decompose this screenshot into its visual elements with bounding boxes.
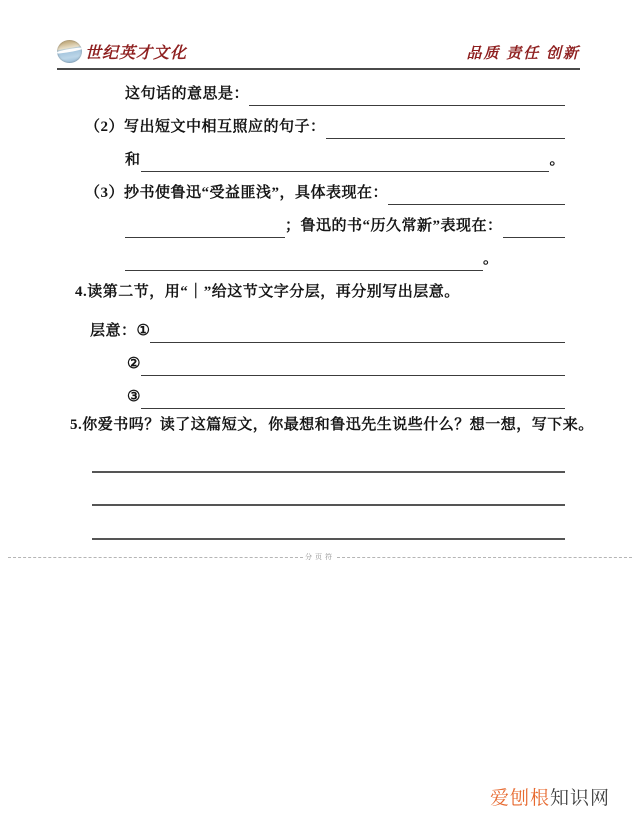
q5-answer-row-2 xyxy=(70,473,565,506)
q5-answer-row-1 xyxy=(70,437,565,473)
q3-sub3-final-row xyxy=(70,238,565,271)
q5-answer-row-3 xyxy=(70,506,565,540)
q3-sub3-continued-row xyxy=(70,205,565,238)
circled-2-marker: ② xyxy=(127,355,141,372)
answer-blank xyxy=(92,538,565,540)
q3-sub3-label: （3）抄书使鲁迅“受益匪浅”，具体表现在： xyxy=(85,184,389,201)
site-watermark-primary: 爱刨根 xyxy=(489,788,550,809)
site-watermark-secondary: 知识网 xyxy=(549,788,610,809)
answer-blank xyxy=(249,105,565,106)
answer-blank xyxy=(125,270,483,271)
q3-sentence-meaning-label: 这句话的意思是： xyxy=(125,85,250,102)
q5-prompt-row xyxy=(70,409,594,437)
q4-prompt: 4.读第二节，用“｜”给这节文字分层，再分别写出层意。 xyxy=(75,283,460,300)
answer-blank xyxy=(141,408,565,409)
period-suffix: 。 xyxy=(483,250,499,267)
worksheet-content xyxy=(70,80,594,540)
q3-sub3-row xyxy=(70,172,565,205)
answer-blank xyxy=(125,237,285,238)
q4-prompt-row xyxy=(70,271,565,304)
q4-layer-label: 层意： xyxy=(90,322,137,339)
q3-and-label: 和 xyxy=(125,151,141,168)
q5-prompt: 5.你爱书吗？读了这篇短文，你最想和鲁迅先生说些什么？想一想，写下来。 xyxy=(70,416,594,433)
page-break-dash-right xyxy=(337,557,632,558)
q3-sub2-row xyxy=(70,106,565,139)
answer-blank xyxy=(92,504,565,506)
answer-blank xyxy=(150,342,565,343)
answer-blank xyxy=(141,375,565,376)
publisher-slogan: 品质 责任 创新 xyxy=(466,46,580,62)
publisher-brand-label: 世纪英才文化 xyxy=(85,45,188,62)
answer-blank xyxy=(326,138,565,139)
q3-sub2-label: （2）写出短文中相互照应的句子： xyxy=(85,118,326,135)
answer-blank xyxy=(388,204,565,205)
q4-layer3-row xyxy=(70,376,565,409)
answer-blank xyxy=(503,237,565,238)
q3-sub3-mid-label: ；鲁迅的书“历久常新”表现在： xyxy=(285,217,503,234)
publisher-brand xyxy=(57,40,187,63)
globe-logo-icon xyxy=(57,40,82,63)
q3-sentence-meaning-row xyxy=(70,80,565,106)
page-break-separator xyxy=(8,552,632,562)
page-break-dash-left xyxy=(8,557,303,558)
answer-blank xyxy=(92,471,565,473)
site-watermark xyxy=(490,783,610,810)
q4-layer2-row xyxy=(70,343,565,376)
circled-1-marker: ① xyxy=(136,322,151,339)
period-suffix: 。 xyxy=(549,151,565,168)
answer-blank xyxy=(141,171,550,172)
page-header xyxy=(57,40,580,70)
q3-sub2-and-row xyxy=(70,139,565,172)
page-break-label: 分页符 xyxy=(305,554,335,561)
q4-layer1-row xyxy=(70,304,565,343)
circled-3-marker: ③ xyxy=(127,388,141,405)
